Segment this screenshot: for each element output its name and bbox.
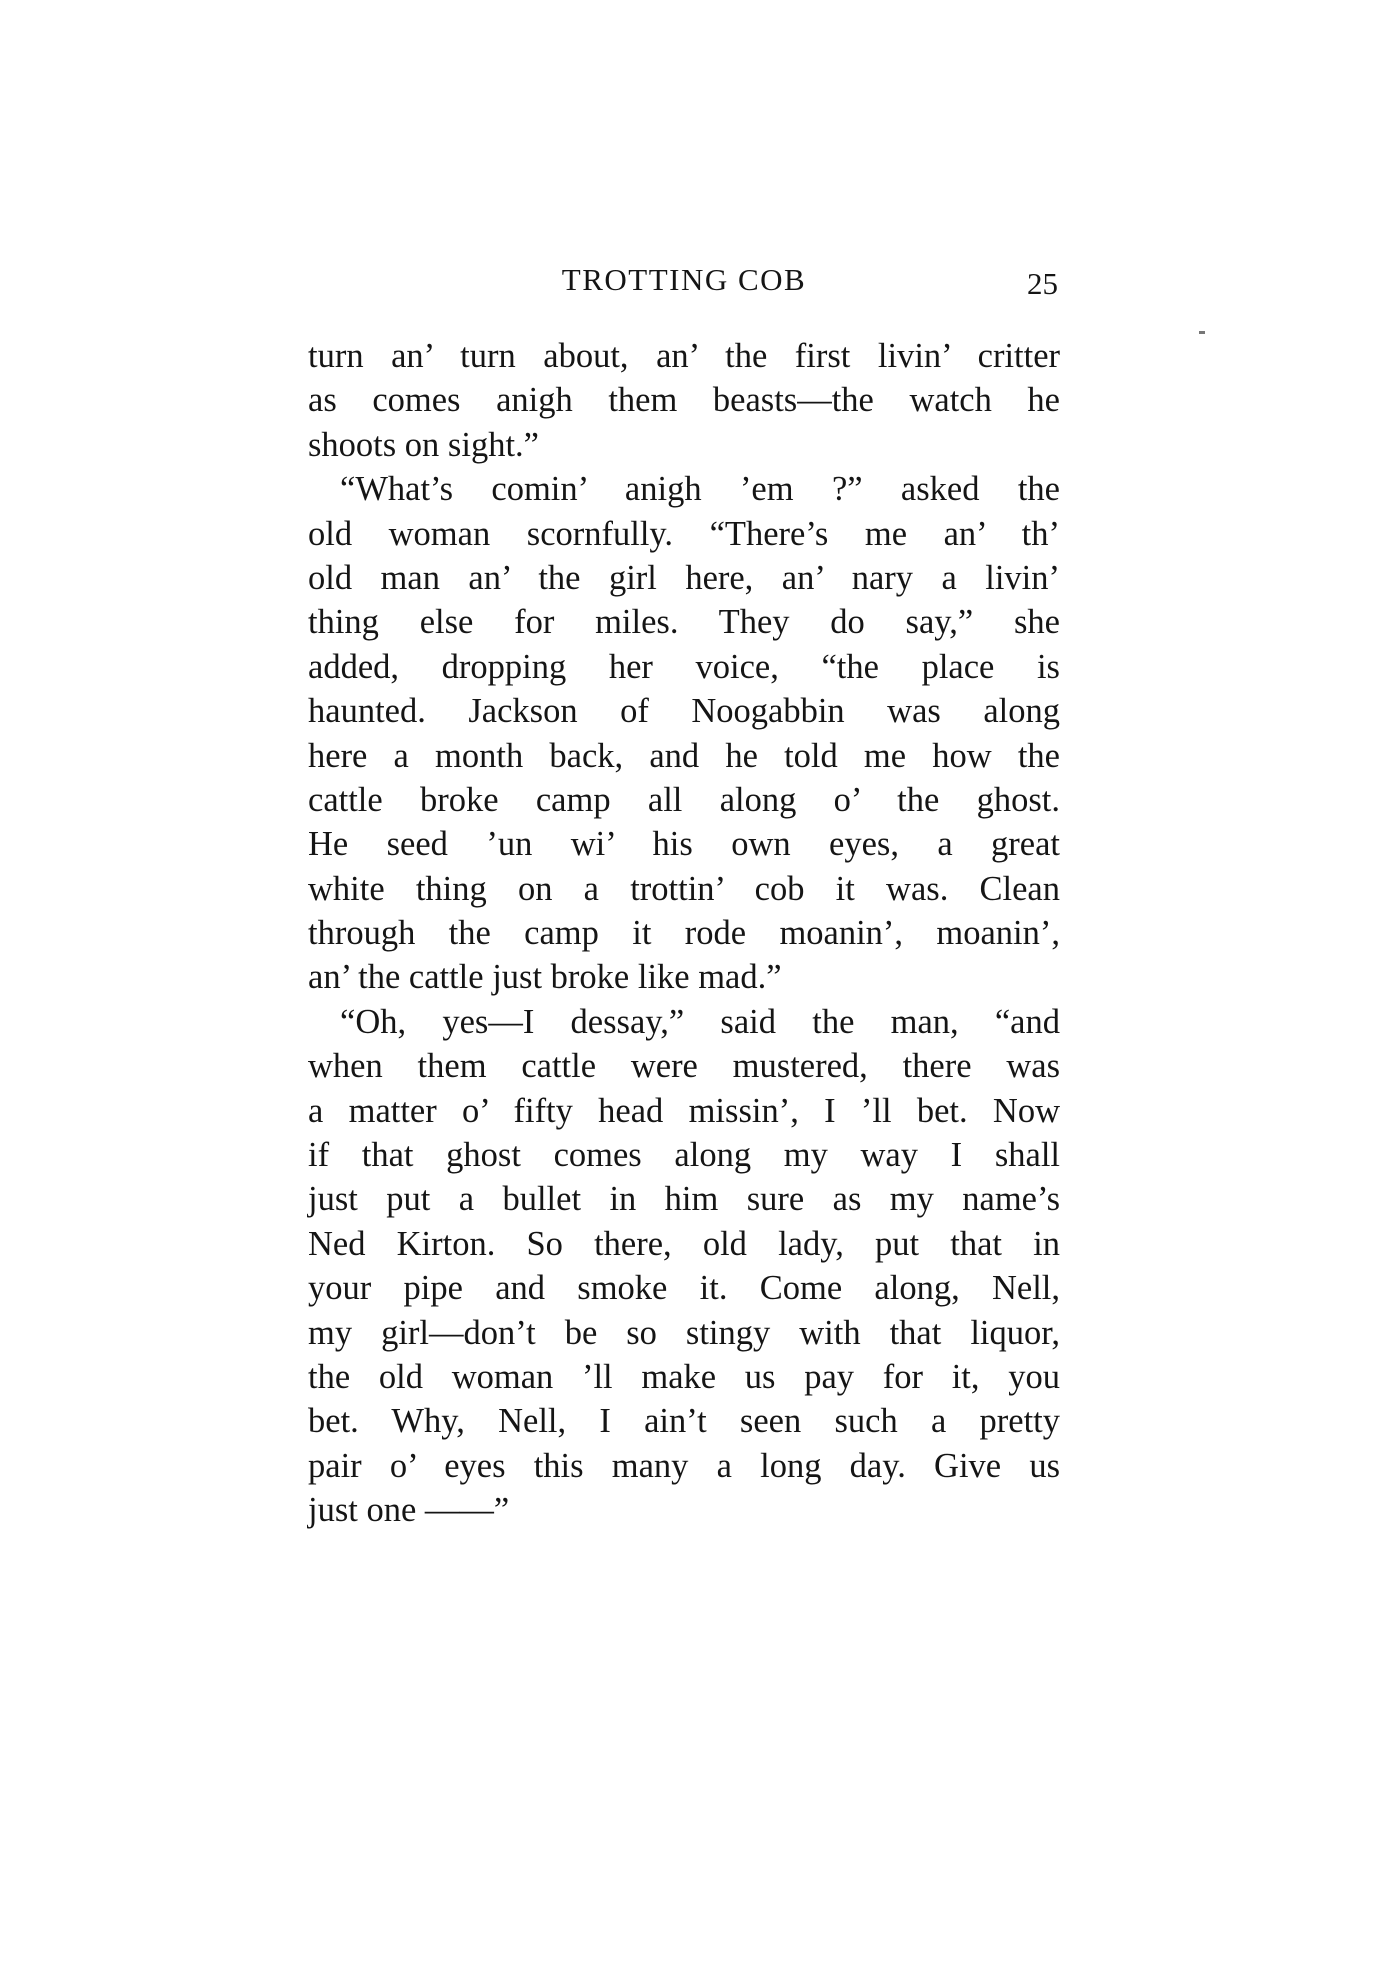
text-line: here a month back, and he told me how the [308, 736, 1060, 775]
text-line: Ned Kirton. So there, old lady, put that in [308, 1224, 1060, 1263]
text-line: old woman scornfully. “There’s me an’ th’ [308, 514, 1060, 553]
text-line: cattle broke camp all along o’ the ghost. [308, 780, 1060, 819]
text-line: He seed ’un wi’ his own eyes, a great [308, 825, 1060, 864]
text-line: just put a bullet in him sure as my name’s [308, 1180, 1060, 1219]
text-line: white thing on a trottin’ cob it was. Clean [308, 869, 1060, 908]
text-line: shoots on sight.” [308, 425, 539, 464]
text-line: thing else for miles. They do say,” she [308, 603, 1060, 642]
text-line: just one ——” [308, 1491, 510, 1530]
text-line: added, dropping her voice, “the place is [308, 647, 1060, 686]
text-line: my girl—don’t be so stingy with that liquor, [308, 1313, 1060, 1352]
text-line: haunted. Jackson of Noogabbin was along [308, 692, 1060, 731]
text-line: turn an’ turn about, an’ the first livin’ critter [308, 337, 1060, 375]
text-line: your pipe and smoke it. Come along, Nell, [308, 1269, 1060, 1308]
text-line: as comes anigh them beasts—the watch he [308, 381, 1060, 420]
running-head-title: TROTTING COB [561, 262, 807, 297]
page-number: 25 [1027, 266, 1058, 301]
text-line: a matter o’ fifty head missin’, I ’ll bet. Now [308, 1091, 1060, 1130]
body-text [308, 334, 1060, 1533]
text-line: when them cattle were mustered, there was [308, 1047, 1060, 1086]
stray-ink-mark [1199, 331, 1205, 334]
text-line: old man an’ the girl here, an’ nary a livin’ [308, 558, 1060, 597]
text-line: if that ghost comes along my way I shall [308, 1136, 1060, 1175]
text-line: “Oh, yes—I dessay,” said the man, “and [340, 1002, 1060, 1041]
running-head [310, 262, 1058, 302]
text-line: through the camp it rode moanin’, moanin’, [308, 914, 1060, 953]
text-line: the old woman ’ll make us pay for it, you [308, 1357, 1060, 1396]
text-line: “What’s comin’ anigh ’em ?” asked the [340, 470, 1060, 509]
text-line: an’ the cattle just broke like mad.” [308, 958, 782, 997]
text-line: bet. Why, Nell, I ain’t seen such a pretty [308, 1402, 1060, 1441]
text-line: pair o’ eyes this many a long day. Give us [308, 1446, 1060, 1485]
